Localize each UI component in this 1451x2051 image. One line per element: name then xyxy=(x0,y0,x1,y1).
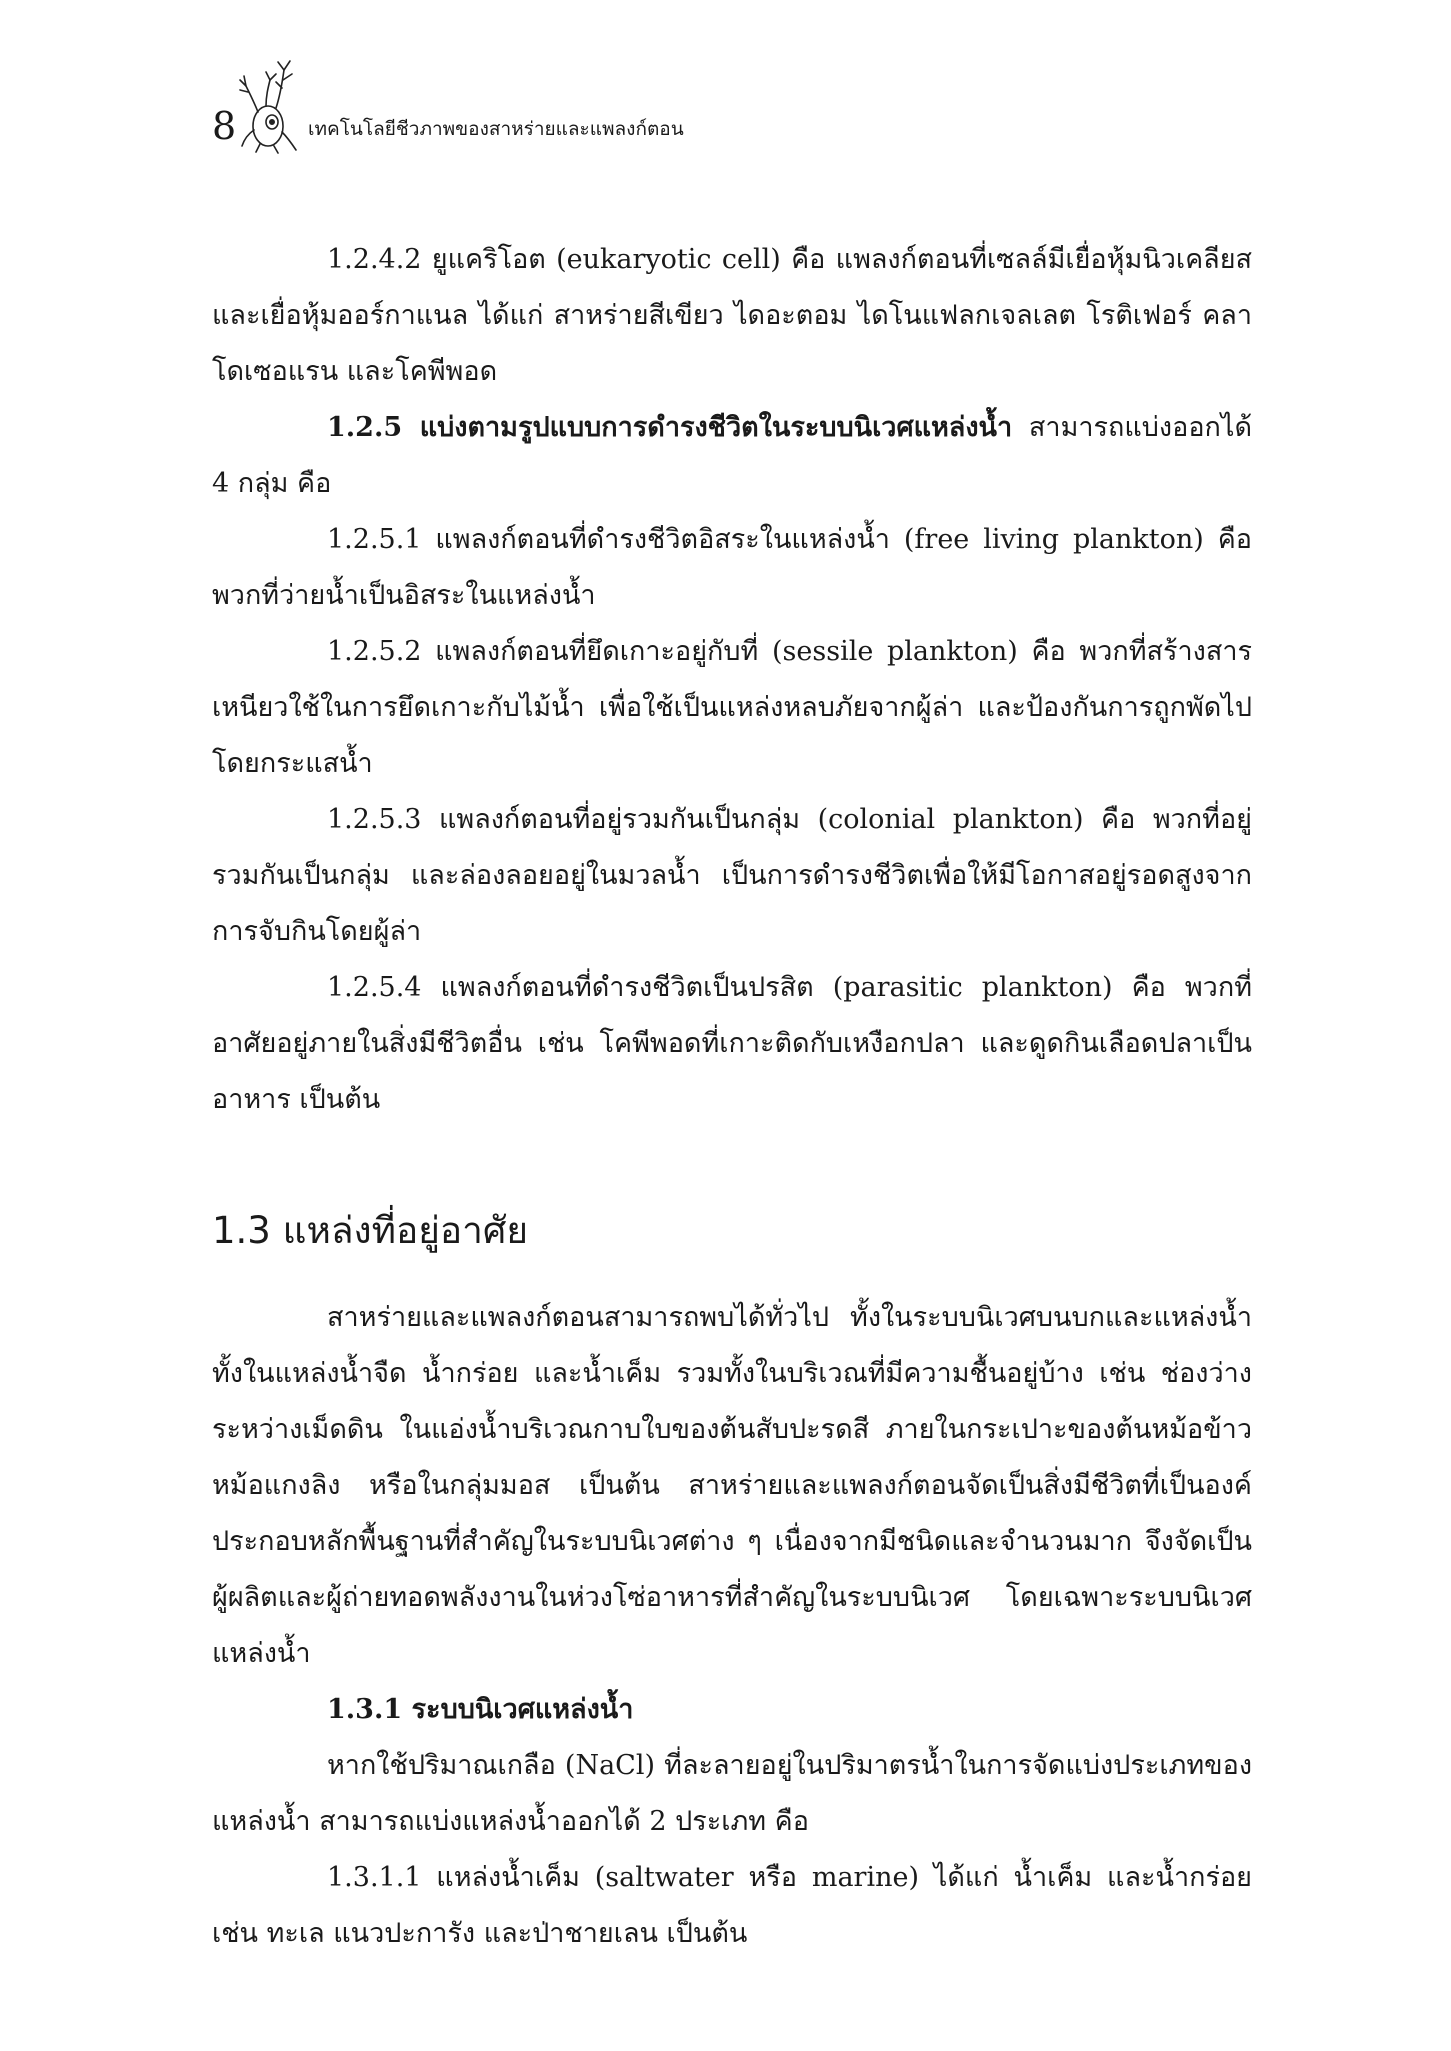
subheading-1-2-5: 1.2.5 แบ่งตามรูปแบบการดำรงชีวิตในระบบนิเวศแหล่งน้ำ xyxy=(327,412,1013,443)
body-text-lower xyxy=(212,1290,1252,1962)
paragraph-1-3-1 xyxy=(212,1682,1252,1738)
paragraph-habitat-intro: สาหร่ายและแพลงก์ตอนสามารถพบได้ทั่วไป ทั้งในระบบนิเวศบนบกและแหล่งน้ำ ทั้งในแหล่งน้ำจืด น้ำกร่อย และน้ำเค็ม รวมทั้งในบริเวณที่มีความชื้นอยู่บ้าง เช่น ช่องว่างระหว่างเม็ดดิน ในแอ่งน้ำบริเวณกาบใบของต้นสับปะรดสี ภายในกระเปาะของต้นหม้อข้าวหม้อแกงลิง หรือในกลุ่มมอส เป็นต้น สาหร่ายและแพลงก์ตอนจัดเป็นสิ่งมีชีวิตที่เป็นองค์ประกอบหลักพื้นฐานที่สำคัญในระบบนิเวศต่าง ๆ เนื่องจากมีชนิดและจำนวนมาก จึงจัดเป็นผู้ผลิตและผู้ถ่ายทอดพลังงานในห่วงโซ่อาหารที่สำคัญในระบบนิเวศ โดยเฉพาะระบบนิเวศแหล่งน้ำ xyxy=(212,1302,1252,1669)
paragraph-1-2-5-1: 1.2.5.1 แพลงก์ตอนที่ดำรงชีวิตอิสระในแหล่งน้ำ (free living plankton) คือ พวกที่ว่ายน้ำเป็นอิสระในแหล่งน้ำ xyxy=(212,524,1252,611)
paragraph-salinity: หากใช้ปริมาณเกลือ (NaCl) ที่ละลายอยู่ในปริมาตรน้ำในการจัดแบ่งประเภทของแหล่งน้ำ สามารถแบ่งแหล่งน้ำออกได้ 2 ประเภท คือ xyxy=(212,1750,1252,1837)
section-heading-1-3: 1.3 แหล่งที่อยู่อาศัย xyxy=(212,1209,529,1252)
page-number: 8 xyxy=(212,104,237,148)
subheading-1-3-1: 1.3.1 ระบบนิเวศแหล่งน้ำ xyxy=(327,1694,634,1725)
paragraph-1-2-4-2: 1.2.4.2 ยูแคริโอต (eukaryotic cell) คือ แพลงก์ตอนที่เซลล์มีเยื่อหุ้มนิวเคลียส และเยื่อหุ้มออร์กาแนล ได้แก่ สาหร่ายสีเขียว ไดอะตอม ไดโนแฟลกเจลเลต โรติเฟอร์ คลาโดเซอแรน และโคพีพอด xyxy=(212,244,1252,387)
running-header-title: เทคโนโลยีชีวภาพของสาหร่ายและแพลงก์ตอน xyxy=(308,118,684,140)
paragraph-1-2-5-2: 1.2.5.2 แพลงก์ตอนที่ยึดเกาะอยู่กับที่ (sessile plankton) คือ พวกที่สร้างสารเหนียวใช้ในการยึดเกาะกับไม้น้ำ เพื่อใช้เป็นแหล่งหลบภัยจากผู้ล่า และป้องกันการถูกพัดไปโดยกระแสน้ำ xyxy=(212,636,1252,779)
paragraph-1-3-1-1: 1.3.1.1 แหล่งน้ำเค็ม (saltwater หรือ marine) ได้แก่ น้ำเค็ม และน้ำกร่อย เช่น ทะเล แนวปะการัง และป่าชายเลน เป็นต้น xyxy=(212,1862,1252,1949)
paragraph-1-2-5: 1.2.5 แบ่งตามรูปแบบการดำรงชีวิตในระบบนิเวศแหล่งน้ำ สามารถแบ่งออกได้ 4 กลุ่ม คือ xyxy=(212,412,1252,499)
paragraph-1-2-5-4: 1.2.5.4 แพลงก์ตอนที่ดำรงชีวิตเป็นปรสิต (parasitic plankton) คือ พวกที่อาศัยอยู่ภายในสิ่งมีชีวิตอื่น เช่น โคพีพอดที่เกาะติดกับเหงือกปลา และดูดกินเลือดปลาเป็นอาหาร เป็นต้น xyxy=(212,972,1252,1115)
plankton-illustration-icon xyxy=(236,58,304,154)
paragraph-1-2-5-3: 1.2.5.3 แพลงก์ตอนที่อยู่รวมกันเป็นกลุ่ม (colonial plankton) คือ พวกที่อยู่รวมกันเป็นกลุ่ม และล่องลอยอยู่ในมวลน้ำ เป็นการดำรงชีวิตเพื่อให้มีโอกาสอยู่รอดสูงจากการจับกินโดยผู้ล่า xyxy=(212,804,1252,947)
body-text-upper xyxy=(212,232,1252,1128)
